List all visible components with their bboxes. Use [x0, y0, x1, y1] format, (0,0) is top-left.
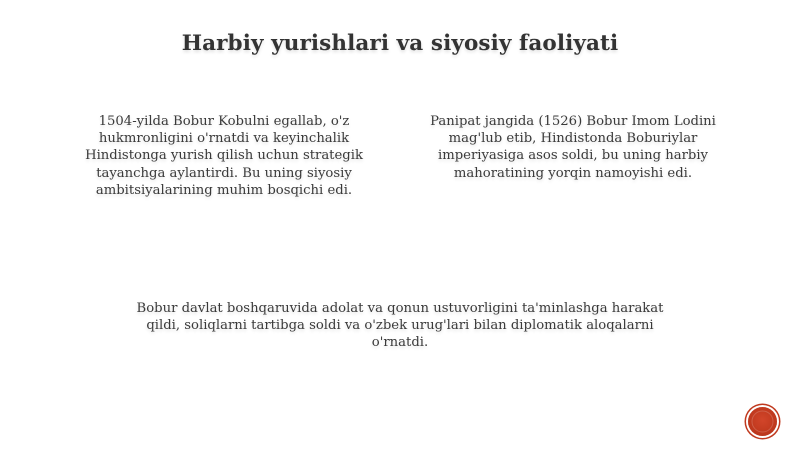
next-slide-button[interactable]	[748, 407, 777, 436]
paragraph-kabul: 1504-yilda Bobur Kobulni egallab, o'z hukmronligini o'rnatdi va keyinchalik Hindistonga yurish qilish uchun strategik tayanchga aylantirdi. Bu uning siyosiy ambitsiyalarining muhim bosqichi edi.	[85, 114, 363, 198]
paragraph-governance: Bobur davlat boshqaruvida adolat va qonun ustuvorligini ta'minlashga harakat qildi, soliqlarni tartibga soldi va o'zbek urug'lari bilan diplomatik aloqalarni o'rnatdi.	[136, 301, 664, 351]
next-slide-icon	[748, 407, 777, 436]
paragraph-panipat: Panipat jangida (1526) Bobur Imom Lodini mag'lub etib, Hindistonda Boburiylar imperiyasiga asos soldi, bu uning harbiy mahoratining yorqin namoyishi edi.	[430, 114, 716, 181]
slide-title: Harbiy yurishlari va siyosiy faoliyati	[181, 31, 619, 56]
